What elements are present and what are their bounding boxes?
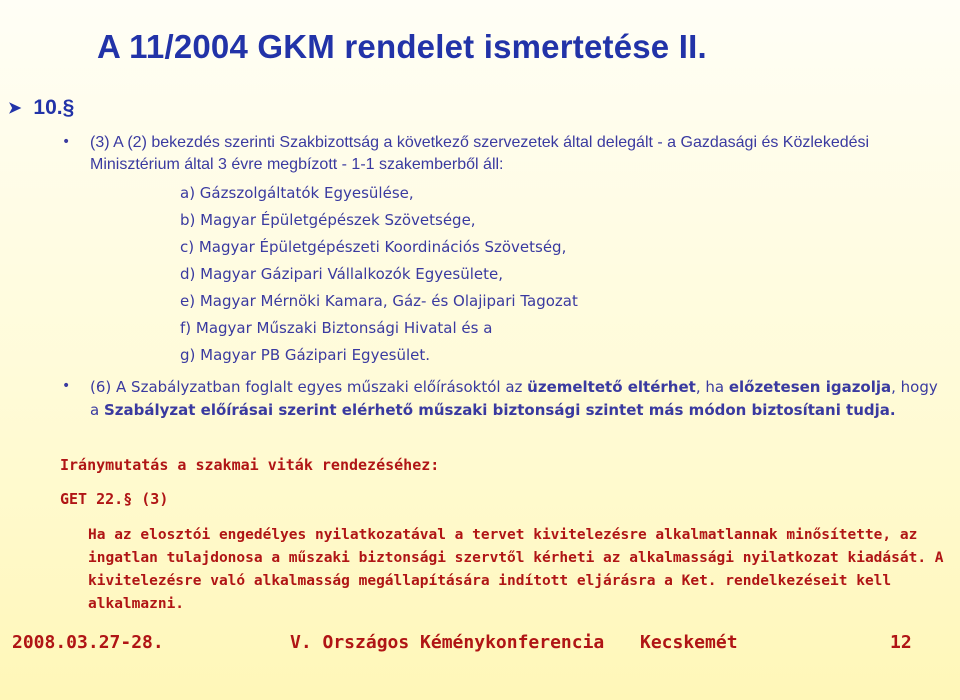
footer-date: 2008.03.27-28. [12,632,164,653]
guidance-heading: Iránymutatás a szakmai viták rendezéséhez: [60,456,440,474]
footer-event: V. Országos Kéménykonferencia [290,632,605,653]
list-item: d) Magyar Gázipari Vállalkozók Egyesülete, [180,265,503,283]
slide-footer [0,632,960,662]
paragraph-get-rule: Ha az elosztói engedélyes nyilatkozatával a tervet kivitelezésre alkalmatlannak minősítette, az ingatlan tulajdonosa a műszaki biztonsági szervtől kérheti az alkalmassági nyilatkozat kiadását. A kivitelezésre való alkalmasság megállapítására indított eljárásra a Ket. rendelkezéseit kell alkalmazni. [88,527,944,612]
text-run: , hogy a [90,378,938,419]
list-item: a) Gázszolgáltatók Egyesülése, [180,184,414,202]
section-number: 10.§ [33,96,75,119]
organization-list [180,180,578,369]
footer-city: Kecskemét [640,632,738,653]
bullet-icon: • [62,378,71,394]
section-heading [8,96,74,120]
arrow-right-icon: ➤ [8,100,22,117]
text-run: (6) A Szabályzatban foglalt egyes műszaki előírásoktól az [90,378,528,396]
bullet-icon: • [62,134,71,150]
bold-text-run: előzetesen igazolja [728,378,892,396]
get-reference: GET 22.§ (3) [60,490,169,508]
list-item: f) Magyar Műszaki Biztonsági Hivatal és a [180,319,493,337]
paragraph-committee: (3) A (2) bekezdés szerinti Szakbizottság a következő szervezetek által delegált - a Gazdasági és Közlekedési Minisztérium által 3 évre megbízott - 1-1 szakemberből áll: [90,134,870,173]
text-run: , ha [695,378,729,396]
list-item: c) Magyar Épületgépészeti Koordinációs Szövetség, [180,238,567,256]
paragraph-deviation [90,376,940,422]
list-item: e) Magyar Mérnöki Kamara, Gáz- és Olajipari Tagozat [180,292,578,310]
list-item: b) Magyar Épületgépészek Szövetsége, [180,211,476,229]
bold-text-run: Szabályzat előírásai szerint elérhető műszaki biztonsági szintet más módon biztosítani tudja. [103,401,896,419]
list-item: g) Magyar PB Gázipari Egyesület. [180,346,431,364]
bold-text-run: üzemeltető eltérhet [527,378,696,396]
slide-title: A 11/2004 GKM rendelet ismertetése II. [97,28,707,65]
footer-page-number: 12 [890,632,912,653]
